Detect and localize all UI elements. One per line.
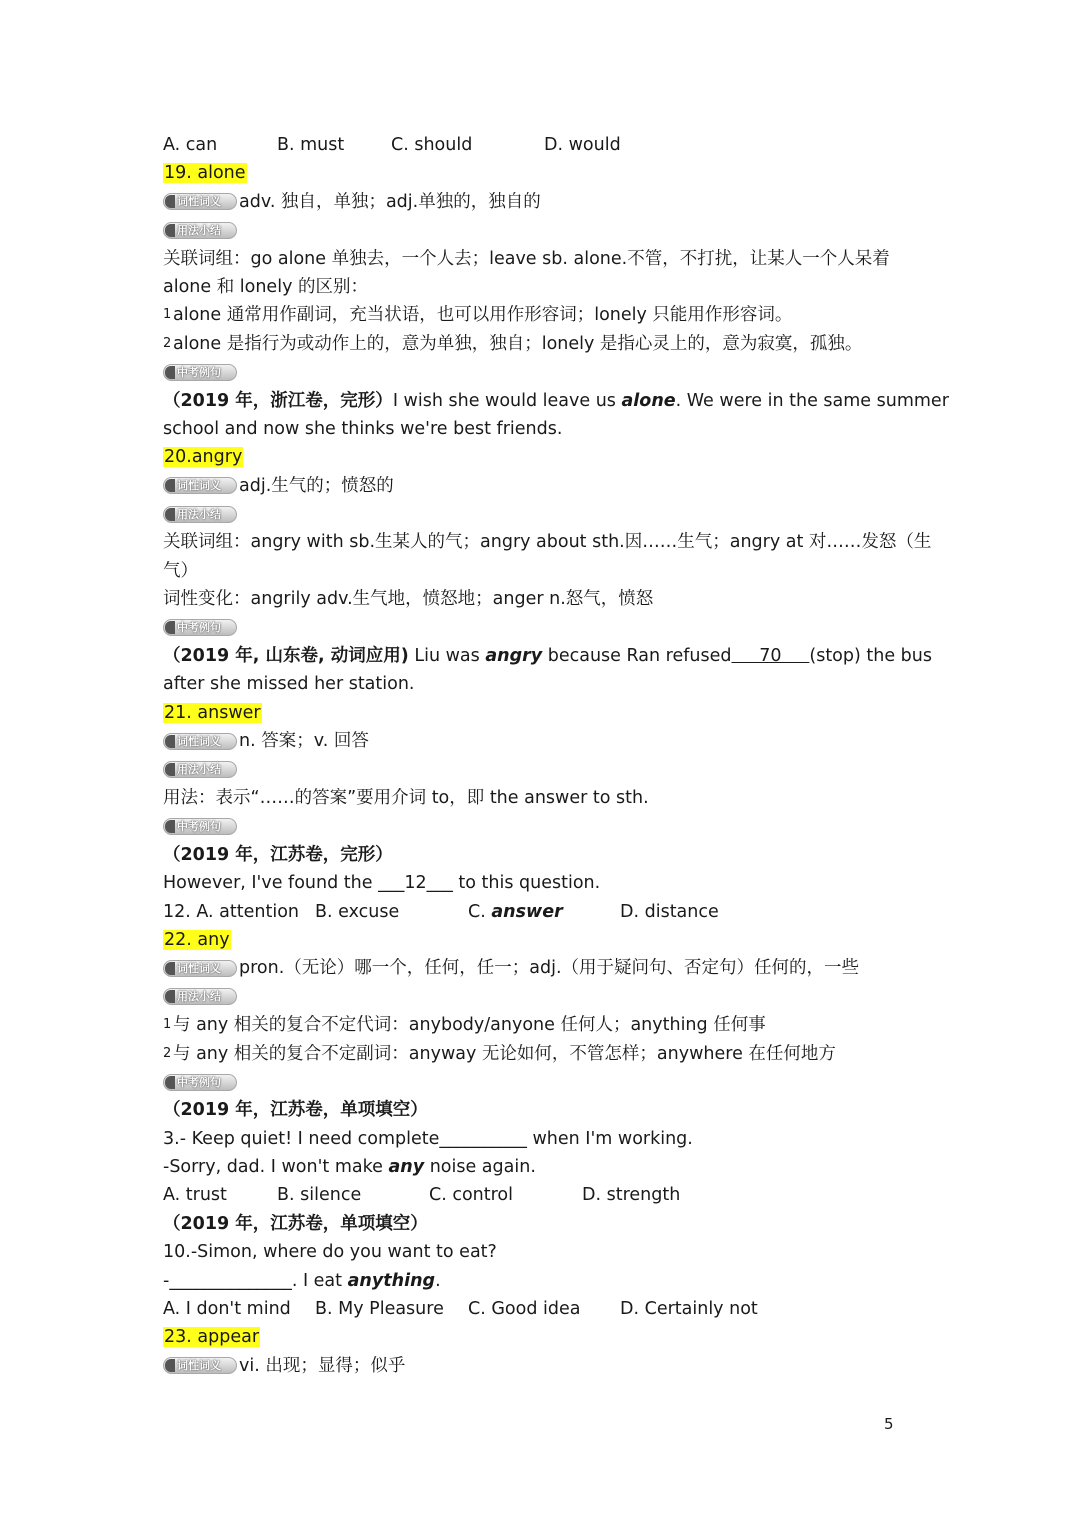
option-a: 12. A. attention [163, 901, 300, 922]
pos-line [163, 188, 923, 216]
usage-tag-icon: 用法小结 [163, 988, 237, 1005]
pos-text: pron.（无论）哪一个，任何，任一；adj.（用于疑问句、否定句）任何的，一些 [239, 958, 860, 979]
example-sentence: （2019 年, 山东卷, 动词应用) Liu was angry because Ran refused 70 (stop) the bus [163, 646, 932, 667]
option-a: A. trust [163, 1185, 227, 1206]
usage-item: 1alone 通常用作副词，充当状语，也可以用作形容词；lonely 只能用作形容词。 [163, 301, 923, 329]
entry-heading-23: 23. appear [164, 1327, 260, 1348]
answer-blank: 70 [731, 646, 810, 667]
options-line [163, 131, 923, 159]
answer-blank: ___12___ [378, 873, 453, 894]
option-b: B. My Pleasure [315, 1299, 444, 1320]
usage-tag-line [163, 756, 923, 784]
usage-text: 关联词组：angry with sb.生某人的气；angry about sth.因……生气；angry at 对……发怒（生 [163, 532, 932, 553]
option-b: B. must [277, 135, 345, 155]
pos-tag-icon: 词性词义 [163, 960, 237, 977]
option-c: C. control [429, 1185, 514, 1206]
example-sentence: 10.-Simon, where do you want to eat? [163, 1242, 497, 1263]
usage-tag-icon: 用法小结 [163, 761, 237, 778]
exam-tag-icon: 中考例句 [163, 619, 237, 636]
option-c: C. Good idea [468, 1299, 581, 1320]
entry-heading [163, 443, 923, 471]
exam-tag-line [163, 1068, 923, 1096]
usage-tag-line [163, 500, 923, 528]
option-a: A. can [163, 135, 218, 155]
pos-line [163, 727, 923, 755]
pos-text: vi. 出现；显得；似乎 [239, 1355, 406, 1376]
pos-text: adj.生气的；愤怒的 [239, 475, 394, 496]
example-source: （2019 年, 山东卷, 动词应用) [163, 646, 409, 667]
exam-tag-icon: 中考例句 [163, 1074, 237, 1091]
usage-text: alone 和 lonely 的区别： [163, 276, 368, 297]
pos-text: n. 答案；v. 回答 [239, 731, 369, 752]
pos-line [163, 1352, 923, 1380]
option-d: D. would [544, 135, 621, 155]
pos-tag-icon: 词性词义 [163, 733, 237, 750]
example-source: （2019 年，江苏卷，完形） [163, 844, 393, 865]
pos-tag-icon: 词性词义 [163, 1357, 237, 1374]
circled-number: 1 [163, 1017, 172, 1033]
usage-tag-icon: 用法小结 [163, 222, 237, 239]
usage-text: 气） [163, 560, 198, 581]
option-a: A. I don't mind [163, 1299, 291, 1320]
example-source: （2019 年，浙江卷，完形） [163, 390, 393, 411]
options-line [163, 898, 923, 926]
usage-item: 1与 any 相关的复合不定代词：anybody/anyone 任何人；anything 任何事 [163, 1011, 923, 1039]
usage-tag-line [163, 983, 923, 1011]
option-c: C. should [391, 135, 473, 155]
example-sentence: after she missed her station. [163, 674, 415, 695]
option-d: D. Certainly not [620, 1299, 758, 1320]
pos-tag-icon: 词性词义 [163, 477, 237, 494]
exam-tag-icon: 中考例句 [163, 364, 237, 381]
options-line [163, 1181, 923, 1209]
entry-heading-21: 21. answer [164, 702, 261, 723]
circled-number: 2 [163, 335, 172, 351]
example-sentence: （2019 年，浙江卷，完形）I wish she would leave us alone. We were in the same summer [163, 390, 949, 411]
entry-heading-22: 22. any [164, 929, 230, 950]
entry-heading-19: 19. alone [164, 163, 246, 184]
pos-text: adv. 独自，单独；adj.单独的，独自的 [239, 191, 541, 212]
example-sentence: 3.- Keep quiet! I need complete__________ when I'm working. [163, 1128, 693, 1149]
circled-number: 1 [163, 307, 172, 323]
exam-tag-icon: 中考例句 [163, 818, 237, 835]
usage-item: 2与 any 相关的复合不定副词：anyway 无论如何，不管怎样；anywhere 在任何地方 [163, 1040, 923, 1068]
entry-heading [163, 1323, 923, 1351]
example-sentence: However, I've found the ___12___ to this question. [163, 873, 601, 894]
option-d: D. distance [620, 901, 719, 922]
pos-line [163, 954, 923, 982]
circled-number: 2 [163, 1045, 172, 1061]
document-body [163, 131, 949, 1380]
pos-tag-icon: 词性词义 [163, 193, 237, 210]
option-b: B. silence [277, 1185, 362, 1206]
pos-line [163, 472, 923, 500]
option-d: D. strength [582, 1185, 681, 1206]
page-number: 5 [884, 1415, 894, 1433]
example-source: （2019 年，江苏卷，单项填空） [163, 1100, 428, 1121]
entry-heading [163, 159, 923, 187]
usage-text: 词性变化：angrily adv.生气地，愤怒地；anger n.怒气，愤怒 [163, 589, 654, 610]
usage-tag-line [163, 216, 923, 244]
option-b: B. excuse [315, 901, 400, 922]
example-sentence: school and now she thinks we're best friends. [163, 418, 563, 439]
entry-heading-20: 20.angry [164, 447, 243, 468]
usage-text: 关联词组：go alone 单独去，一个人去；leave sb. alone.不管，不打扰，让某人一个人呆着 [163, 248, 890, 269]
usage-tag-icon: 用法小结 [163, 506, 237, 523]
exam-tag-line [163, 358, 923, 386]
example-sentence: -Sorry, dad. I won't make any noise again. [163, 1157, 536, 1178]
example-source: （2019 年，江苏卷，单项填空） [163, 1213, 428, 1234]
exam-tag-line [163, 614, 923, 642]
entry-heading [163, 926, 923, 954]
usage-item: 2alone 是指行为或动作上的，意为单独，独自；lonely 是指心灵上的，意为寂寞，孤独。 [163, 330, 923, 358]
entry-heading [163, 699, 923, 727]
exam-tag-line [163, 812, 923, 840]
usage-text: 用法：表示“……的答案”要用介词 to，即 the answer to sth. [163, 787, 649, 808]
options-line [163, 1295, 923, 1323]
example-sentence: -______________. I eat anything. [163, 1270, 441, 1291]
option-c: C. answer [468, 901, 563, 922]
